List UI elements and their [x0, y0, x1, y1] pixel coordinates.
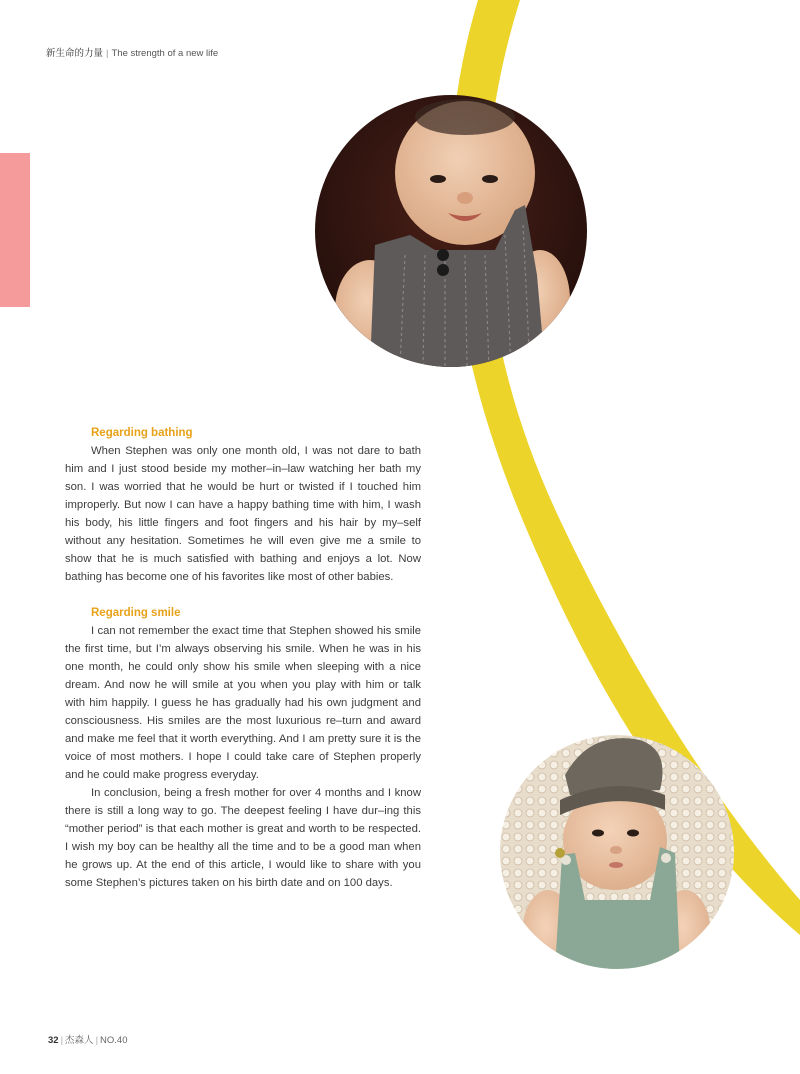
header-separator: |: [106, 48, 109, 59]
article-body: [65, 424, 421, 892]
pink-side-bar: [0, 153, 30, 307]
magazine-name: 杰森人: [65, 1035, 94, 1046]
baby-photo-1: [315, 95, 587, 367]
section-gap: [65, 586, 421, 604]
baby-photo-1-image: [315, 95, 587, 367]
paragraph-bathing: When Stephen was only one month old, I was not dare to bath him and I just stood beside my mother–in–law watching her bath my son. I was worried that he would be hurt or twisted if I touched him improperly. But now I can have a happy bathing time with him, I wash his body, his little fingers and foot fingers and his hair by my–self without any hesitation. Sometimes he will even give me a smile to show that he is much satisfied with bathing and enjoys a lot. Now bathing has become one of his favorites like most of other babies.: [65, 445, 421, 583]
footer-separator-1: |: [60, 1035, 64, 1046]
footer-separator-2: |: [95, 1035, 99, 1046]
header-title-cn: 新生命的力量: [46, 48, 104, 59]
baby-photo-2: [500, 735, 734, 969]
baby-photo-2-image: [500, 735, 734, 969]
issue-number: NO.40: [100, 1035, 128, 1046]
paragraph-conclusion: In conclusion, being a fresh mother for over 4 months and I know there is still a long way to go. The deepest feeling I have dur–ing this “mother period” is that each mother is great and worth to be respected. I wish my boy can be healthy all the time and to be a good man when he grows up. At the end of this article, I would like to share with you some Stephen’s pictures taken on his birth date and on 100 days.: [65, 787, 421, 889]
paragraph-smile: I can not remember the exact time that Stephen showed his smile the first time, but I’m always observing his smile. When he was in his one month, he could only show his smile when sleeping with a nice dream. And now he will smile at you when you play with him or talk with him happily. I guess he has gradually had his own judgment and consciousness. His smiles are the most luxurious re–turn and award and make me feel that it worth everything. And I am pretty sure it is the voice of most mothers. I hope I could take care of Stephen properly and he could make progress everyday.: [65, 625, 421, 781]
header-title-en: The strength of a new life: [111, 48, 219, 59]
heading-regarding-bathing: Regarding bathing: [91, 427, 193, 439]
running-header: [46, 45, 218, 59]
heading-regarding-smile: Regarding smile: [91, 607, 181, 619]
page-number: 32: [48, 1035, 59, 1046]
page-footer: [48, 1032, 128, 1046]
